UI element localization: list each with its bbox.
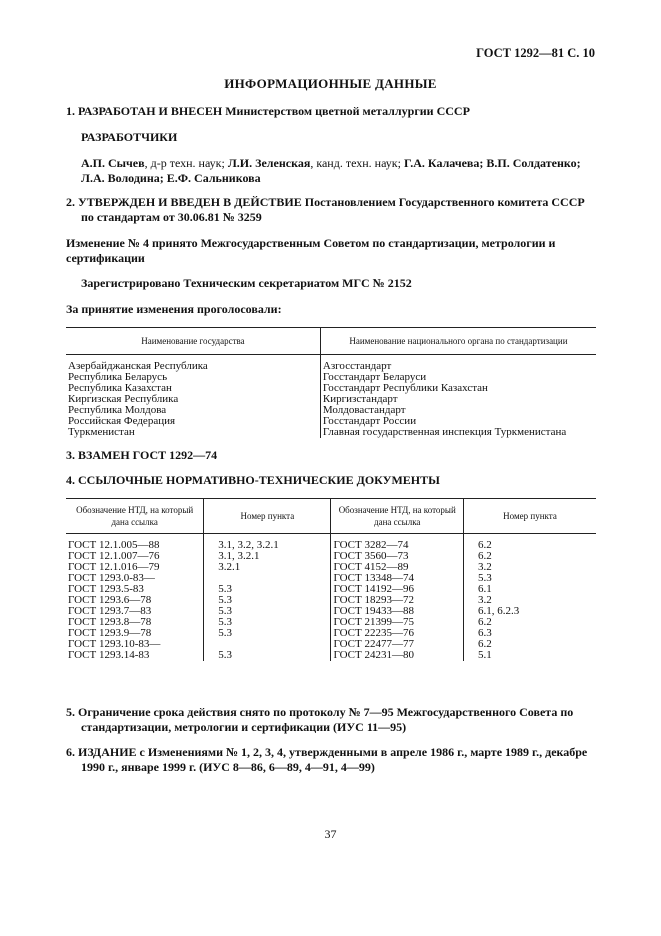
table-cell: 3.2 [463,595,596,606]
section-2 [66,195,595,225]
section-5: 5. Ограничение срока действия снято по протоколу № 7—95 Межгосударственного Совета по стандартизации, метрологии и сертификации (ИУС 11—95) [66,705,574,734]
table-cell: 5.1 [463,650,596,661]
section-1-text: Министерством цветной металлургии СССР [222,104,470,118]
section-4: 4. ССЫЛОЧНЫЕ НОРМАТИВНО-ТЕХНИЧЕСКИЕ ДОКУМЕНТЫ [66,473,440,487]
table-cell: 6.2 [463,551,596,562]
table-cell: 5.3 [204,595,331,606]
table-cell: ГОСТ 22477—77 [331,639,464,650]
table-cell: ГОСТ 24231—80 [331,650,464,661]
table-cell: 5.3 [204,584,331,595]
table-cell: ГОСТ 12.1.005—88 [68,539,160,551]
section-3: 3. ВЗАМЕН ГОСТ 1292—74 [66,448,218,462]
table-cell: ГОСТ 1293.9—78 [68,627,152,639]
table-cell: ГОСТ 19433—88 [331,606,464,617]
table-cell: 6.1, 6.2.3 [463,606,596,617]
developer-name: А.П. Сычев [81,156,145,170]
column-header: Номер пункта [463,499,596,534]
developers-list [81,156,595,186]
table-cell: 3.1, 3.2.1 [204,551,331,562]
table-cell: 6.3 [463,628,596,639]
table-cell: 6.2 [463,540,596,551]
table-cell: 5.3 [204,628,331,639]
table-cell: ГОСТ 18293—72 [331,595,464,606]
page-number: 37 [324,827,337,841]
developer-name: Л.И. Зеленская [227,156,311,170]
table-row: Российская Федерация Госстандарт России [66,416,596,427]
table-cell: ГОСТ 1293.7—83 [68,605,152,617]
table-cell: ГОСТ 12.1.016—79 [68,561,160,573]
section-1-heading: РАЗРАБОТАН И ВНЕСЕН [78,104,223,118]
table-row [66,573,596,584]
states-table [66,327,596,438]
column-header: Номер пункта [204,499,331,534]
table-cell: ГОСТ 3560—73 [331,551,464,562]
table-cell: ГОСТ 1293.0-83— [68,572,155,584]
table-cell: 5.3 [204,617,331,628]
developer-name: Г.А. Калачева; В.П. Солдатенко; Л.А. Володина; Е.Ф. Сальникова [81,156,581,185]
table-cell: ГОСТ 1293.5-83 [68,583,144,595]
section-1 [66,104,595,119]
column-header: Обозначение НТД, на который дана ссылка [331,499,464,534]
table-cell: 3.2 [463,562,596,573]
section-2-number: 2. [66,195,75,209]
table-cell: 5.3 [204,606,331,617]
table-cell: 5.3 [463,573,596,584]
table-row [66,650,596,661]
table-cell: 3.2.1 [204,562,331,573]
table-cell: ГОСТ 1293.14-83 [68,649,150,661]
table-cell: ГОСТ 1293.8—78 [68,616,152,628]
table-row: Республика Беларусь Госстандарт Беларуси [66,372,596,383]
table-cell: 3.1, 3.2, 3.2.1 [204,540,331,551]
running-header: ГОСТ 1292—81 С. 10 [476,46,595,60]
table-cell: ГОСТ 4152—89 [331,562,464,573]
table-cell: 5.3 [204,650,331,661]
table-row: Республика Молдова Молдовастандарт [66,405,596,416]
developer-title: , канд. техн. наук; [310,156,404,170]
table-header-row [66,499,596,534]
table-cell: ГОСТ 12.1.007—76 [68,550,160,562]
page-title: ИНФОРМАЦИОННЫЕ ДАННЫЕ [224,76,437,91]
amendment-note: Изменение № 4 принято Межгосударственным Советом по стандартизации, метрологии и сертификации [66,236,556,265]
table-cell: ГОСТ 1293.6—78 [68,594,152,606]
references-table [66,498,596,661]
table-cell: ГОСТ 22235—76 [331,628,464,639]
table-cell: ГОСТ 1293.10-83— [68,638,161,650]
section-2-text: Постановлением Государственного комитета СССР по стандартам от 30.06.81 № 3259 [81,195,585,224]
column-header: Обозначение НТД, на который дана ссылка [66,499,204,534]
table-header-row [66,328,596,355]
table-cell: 6.1 [463,584,596,595]
table-cell: ГОСТ 13348—74 [331,573,464,584]
table-cell: ГОСТ 3282—74 [331,540,464,551]
table-row: Азербайджанская Республика Азгосстандарт [66,361,596,372]
developer-title: , д-р техн. наук; [144,156,228,170]
column-header: Наименование государства [66,328,320,355]
registration-note: Зарегистрировано Техническим секретариатом МГС № 2152 [81,276,412,290]
table-row: Киргизская Республика Киргизстандарт [66,394,596,405]
table-cell: ГОСТ 21399—75 [331,617,464,628]
section-2-heading: УТВЕРЖДЕН И ВВЕДЕН В ДЕЙСТВИЕ [78,195,302,209]
section-1-number: 1. [66,104,75,118]
table-cell: 6.2 [463,617,596,628]
table-cell: ГОСТ 14192—96 [331,584,464,595]
table-row: Туркменистан Главная государственная инспекция Туркменистана [66,427,596,438]
voted-label: За принятие изменения проголосовали: [66,302,282,316]
table-row: Республика Казахстан Госстандарт Республики Казахстан [66,383,596,394]
developers-label: РАЗРАБОТЧИКИ [81,130,178,144]
column-header: Наименование национального органа по стандартизации [320,328,596,355]
table-cell: 6.2 [463,639,596,650]
section-6: 6. ИЗДАНИЕ с Изменениями № 1, 2, 3, 4, утвержденными в апреле 1986 г., марте 1989 г., декабре 1990 г., январе 1999 г. (ИУС 8—86, 6—89, 4—91, 4—99) [66,745,588,774]
